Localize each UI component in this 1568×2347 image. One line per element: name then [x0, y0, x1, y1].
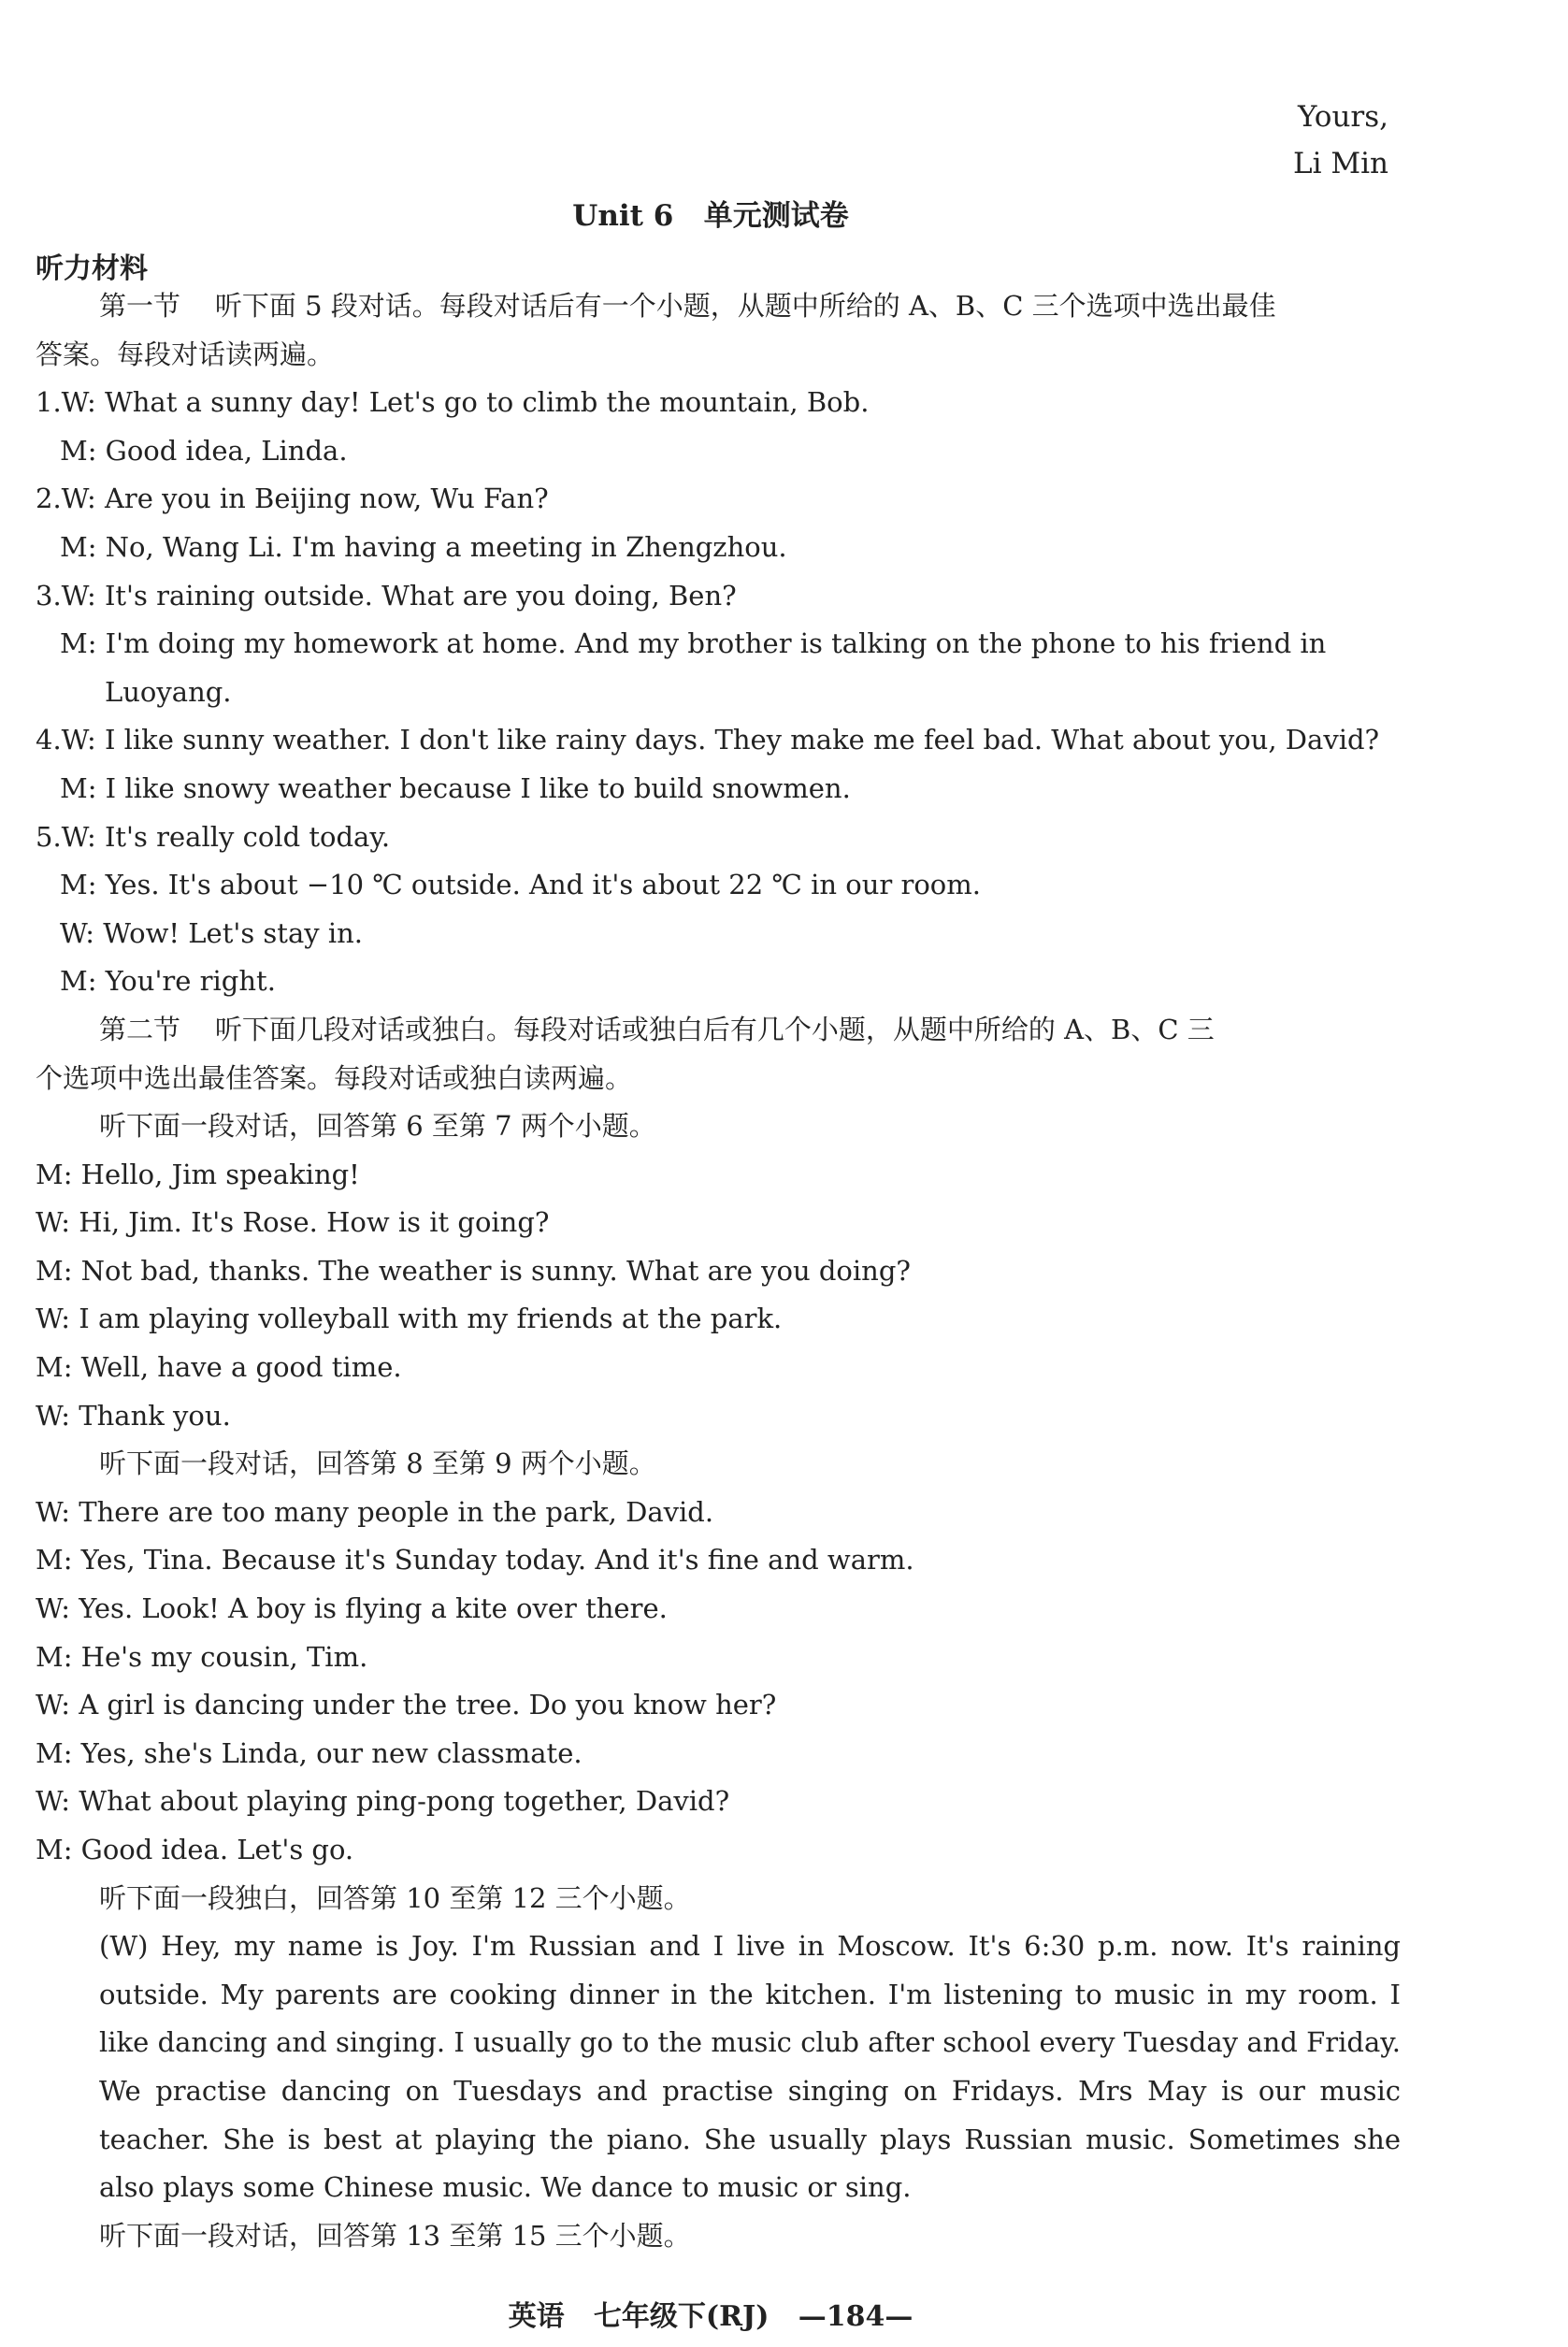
transcript-line: M: I like snowy weather because I like to build snowmen. — [60, 771, 851, 804]
transcript-line: 1.W: What a sunny day! Let's go to climb the mountain, Bob. — [36, 386, 870, 419]
transcript-line: 4.W: I like sunny weather. I don't like rainy days. They make me feel bad. What about you, David? — [36, 724, 1380, 756]
page-footer: 英语 七年级下(RJ) —184— — [508, 2300, 913, 2333]
transcript-line: M: Hello, Jim speaking! — [36, 1158, 360, 1190]
transcript-line: 答案。每段对话读两遍。 — [36, 338, 335, 370]
transcript-line: M: You're right. — [60, 965, 276, 998]
transcript-line: Luoyang. — [105, 675, 232, 708]
transcript-line: 听下面一段对话，回答第 6 至第 7 两个小题。 — [99, 1110, 656, 1143]
instruction-line: 听下面一段对话，回答第 13 至第 15 三个小题。 — [99, 2219, 691, 2252]
monologue-paragraph: (W) Hey, my name is Joy. I'm Russian and I live in Moscow. It's 6:30 p.m. now. It's raining outside. My parents are cooking dinner in the kitchen. I'm listening to music in my room. I like dancing and singing. I usually go to the music club after school every Tuesday and Friday. We practise dancing on Tuesdays and practise singing on Fridays. Mrs May is our music teacher. She is best at playing the piano. She usually plays Russian music. Sometimes she also plays some Chinese music. We dance to music or sing. — [99, 1930, 1401, 2204]
transcript-line: 第二节 听下面几段对话或独白。每段对话或独白后有几个小题，从题中所给的 A、B、C 三 — [99, 1013, 1215, 1045]
transcript-line: 3.W: It's raining outside. What are you doing, Ben? — [36, 579, 737, 612]
transcript-line: M: No, Wang Li. I'm having a meeting in Zhengzhou. — [60, 530, 787, 563]
transcript-line: 听下面一段独白，回答第 10 至第 12 三个小题。 — [99, 1881, 691, 1914]
transcript-line: M: Yes, she's Linda, our new classmate. — [36, 1736, 583, 1769]
transcript-line: M: Yes. It's about −10 ℃ outside. And it's about 22 ℃ in our room. — [60, 869, 981, 901]
transcript-line: M: Well, have a good time. — [36, 1351, 402, 1384]
transcript-line: W: What about playing ping-pong together, David? — [36, 1785, 730, 1818]
transcript-line: W: Hi, Jim. It's Rose. How is it going? — [36, 1206, 550, 1239]
transcript-line: W: Yes. Look! A boy is flying a kite over there. — [36, 1592, 668, 1625]
transcript-line: M: Good idea. Let's go. — [36, 1834, 354, 1865]
transcript-line: M: Yes, Tina. Because it's Sunday today. And it's fine and warm. — [36, 1544, 914, 1577]
transcript-line: 听下面一段对话，回答第 8 至第 9 两个小题。 — [99, 1447, 656, 1480]
transcript-line: W: There are too many people in the park, David. — [36, 1495, 714, 1528]
transcript-line: 个选项中选出最佳答案。每段对话或独白读两遍。 — [36, 1061, 633, 1094]
transcript-line: M: Good idea, Linda. — [60, 434, 348, 467]
signoff-closing: Yours, — [1298, 100, 1388, 134]
transcript-line: W: Wow! Let's stay in. — [60, 916, 364, 949]
page-title: Unit 6 单元测试卷 — [572, 199, 849, 233]
section-heading: 听力材料 — [36, 252, 148, 285]
signoff-name: Li Min — [1293, 147, 1388, 180]
transcript-line: W: I am playing volleyball with my friends at the park. — [36, 1303, 783, 1335]
transcript-lines — [36, 282, 1401, 1922]
transcript-line: 第一节 听下面 5 段对话。每段对话后有一个小题，从题中所给的 A、B、C 三个选项中选出最佳 — [99, 290, 1276, 322]
transcript-line: 2.W: Are you in Beijing now, Wu Fan? — [36, 482, 549, 515]
listening-transcript — [36, 282, 1401, 2260]
transcript-line: W: Thank you. — [36, 1399, 231, 1432]
transcript-line: M: He's my cousin, Tim. — [36, 1640, 368, 1673]
transcript-line: 5.W: It's really cold today. — [36, 820, 391, 853]
transcript-line: M: I'm doing my homework at home. And my brother is talking on the phone to his friend in — [60, 627, 1327, 660]
transcript-line: W: A girl is dancing under the tree. Do you know her? — [36, 1689, 777, 1721]
transcript-line: M: Not bad, thanks. The weather is sunny. What are you doing? — [36, 1254, 911, 1287]
letter-signoff — [1293, 94, 1388, 187]
